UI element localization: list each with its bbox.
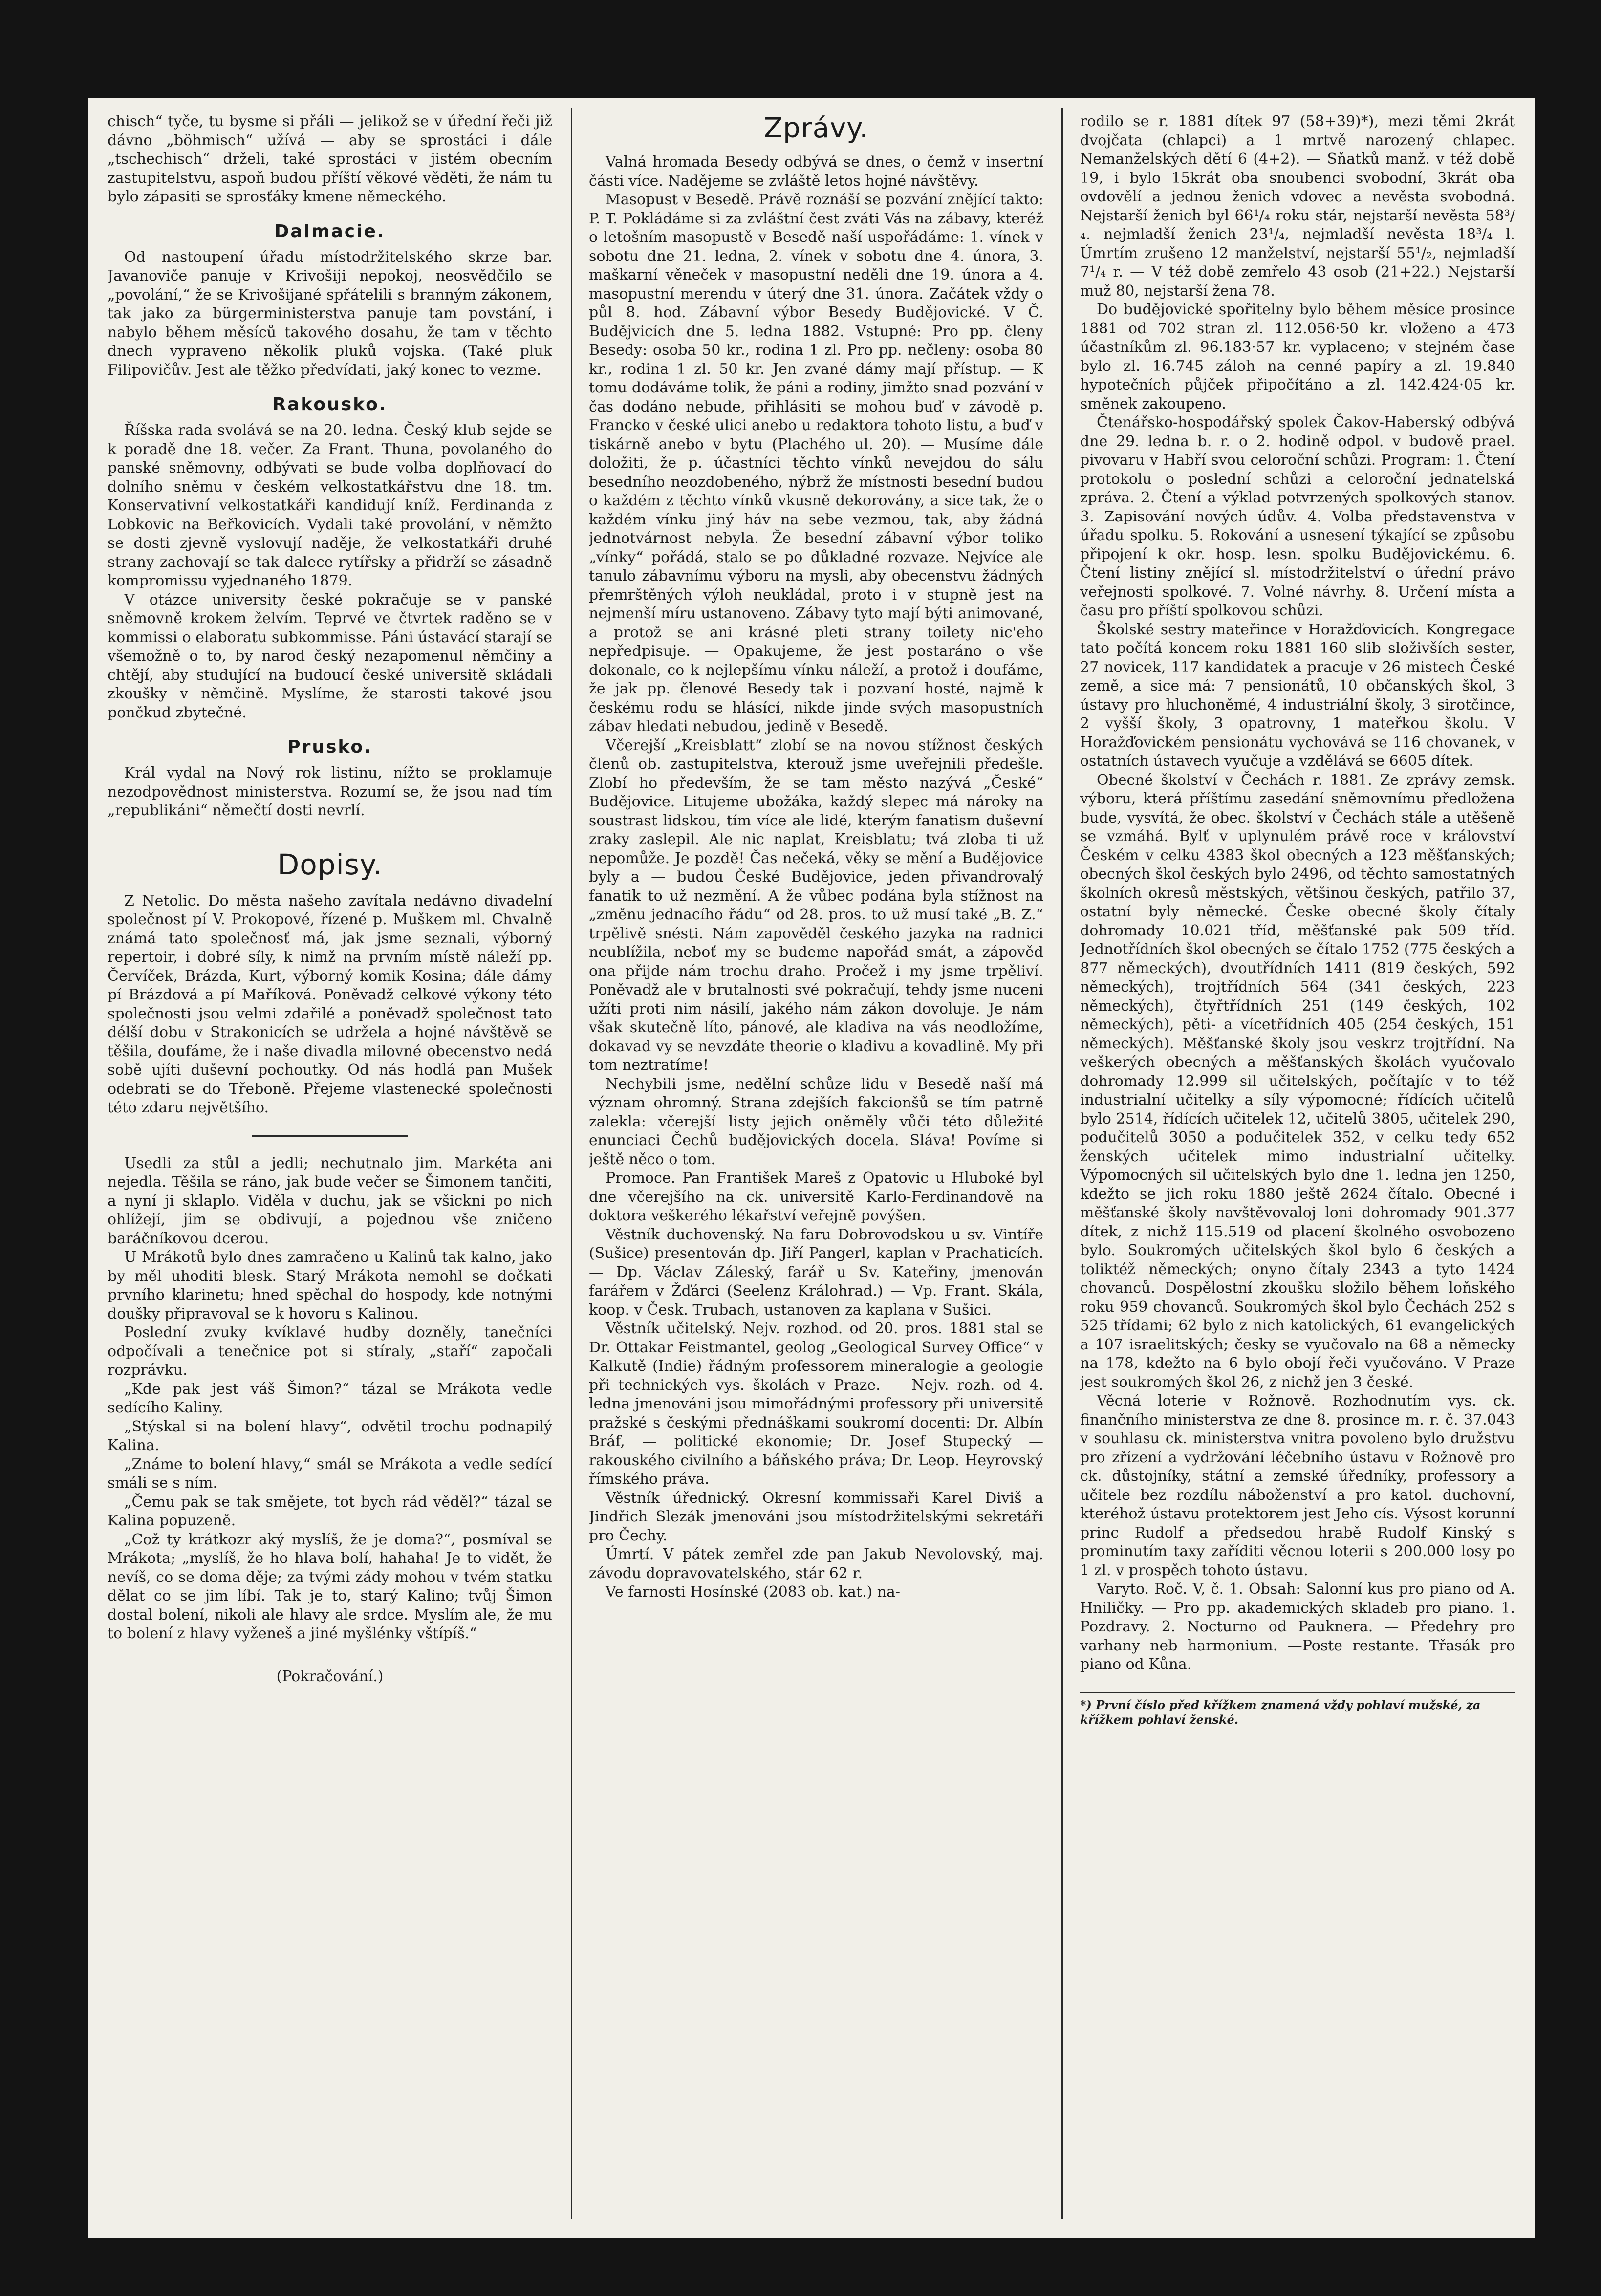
article-paragraph: chisch“ tyče, tu bysme si přáli — jelikož se v úřední řeči již dávno „böhmisch“ užívá — aby se sprostáci i dále „tschechisch“ drželi, také sprostáci v jistém obecním zastupitelstvu, aspoň budou příští věkové věděti, že nám tu bylo zápasiti se sprosťáky kmene německého. xyxy=(108,113,552,205)
news-item: Věstník učitelský. Nejv. rozhod. od 20. pros. 1881 stal se Dr. Ottakar Feistmantel, geolog „Geological Survey Office“ v Kalkutě (Indie) řádným professorem mineralogie a geologie při technických vys. školách v Praze. — Nejv. rozh. od 4. ledna jmenováni jsou mimořádnými professory při universitě pražské s českými přednáškami soukromí docenti: Dr. Albín Bráf, — politické ekonomie; Dr. Josef Stupecký — rakouského civilního a báňského práva; Dr. Leop. Heyrovský římského práva. xyxy=(589,1320,1043,1488)
news-item: Věstník duchovenský. Na faru Dobrovodskou u sv. Vintíře (Sušice) presentován dp. Jiří Pangerl, kaplan v Prachaticích. — Dp. Václav Záleský, farář u Sv. Kateřiny, jmenován farářem v Žďárci (Seelenz Králohrad.) — Vp. Frant. Skála, koop. v Česk. Trubach, ustanoven za kaplana v Sušici. xyxy=(589,1226,1043,1319)
section-title: Dopisy. xyxy=(277,847,383,881)
column-rule xyxy=(1061,108,1063,2219)
news-item: Ve farnosti Hosínské (2083 ob. kat.) na- xyxy=(606,1583,901,1601)
feuilleton-paragraph: „Což ty krátkozr aký myslíš, že je doma?“, posmíval se Mrákota; „myslíš, že ho hlava bolí, hahaha! Je to vidět, že nevíš, co se doma děje; za tvými zády mohou v tvém statku dělat co se jim líbí. Tak je to, starý Kalino; tvůj Šimon dostal bolení, nikoli ale hlavy ale srdce. Myslím ale, že mu to bolení z hlavy vyženeš a jiné myšlénky vštípíš.“ xyxy=(108,1531,552,1642)
news-item: Masopust v Besedě. Právě roznáší se pozvání znějící takto: P. T. Pokládáme si za zvláštní čest zváti Vás na zábavy, kteréž o letošním masopustě v Besedě naší uspořádáme: 1. vínek v sobotu dne 21. ledna, 2. vínek v sobotu dne 4. února, 3. maškarní věneček v masopustní neděli dne 19. února a 4. masopustní merendu v úterý dne 31. února. Začátek vždy o půl 8. hod. Zábavní výbor Besedy Budějovické. V Č. Budějvicích dne 5. ledna 1882. Vstupné: Pro pp. členy Besedy: osoba 50 kr., rodina 1 zl. Pro pp. nečleny: osoba 80 kr., rodina 1 zl. 50 kr. Jen zvané dámy mají přístup. — K tomu dodáváme tolik, že páni a rodiny, jimžto snad pozvání v čas dodáno nebude, přihlásiti se mohou buď v závodě p. Francko v české ulici anebo u redaktora tohoto listu, a buď v tiskárně anebo v bytu (Plachého ul. 20). — Musíme dále doložiti, že p. účastníci těchto vínků nevejdou do sálu besedního neozdobeného, nýbrž že místnosti besední budou o každém z těchto vínků vkusně dekorovány, a sice tak, že o každém vínku jiný háv na sebe vezmou, tak, aby žádná jednotvárnost nebyla. Že besední zábavní výbor toliko „vínky“ pořádá, stalo se po důkladné rozvaze. Nejvíce ale tanulo zábavnímu výboru na mysli, aby obecenstvu žádných přemrštěných výloh neukládal, proto i v stupně jest na nejmenší míru ustanoveno. Zábavy tyto mají býti animované, a protož se ani krásné pleti strany toilety nic'eho nepředpisuje. — Opakujeme, že jest postaráno o vše dokonale, co k nejlepšímu vínku náleží, a protož i doufáme, že jak pp. členové Besedy tak i pozvaní hosté, najmě k českému rodu se hlásící, nikde jinde svých masopustních zábav hledati nebudou, jedině v Besedě. xyxy=(589,191,1043,735)
feuilleton-paragraph: U Mrákotů bylo dnes zamračeno u Kalinů tak kalno, jako by měl uhoditi blesk. Starý Mrákota nemohl se dočkati prvního klarinetu; hned spěchal do hospody, kde notnými doušky připravoval se k hovoru s Kalinou. xyxy=(108,1249,552,1322)
section-heading: Dalmacie. xyxy=(274,221,386,241)
feuilleton-paragraph: „Kde pak jest váš Šimon?“ tázal se Mrákota vedle sedícího Kaliny. xyxy=(108,1380,552,1416)
news-item: Nechybili jsme, nedělní schůze lidu v Besedě naší má význam ohromný. Strana zdejších fakcionšů se tím patrně zalekla: včerejší listy jejich oněměly vůči této důležité enunciaci Čechů budějovických docela. Sláva! Povíme si ještě něco o tom. xyxy=(589,1075,1043,1168)
column-left xyxy=(108,112,552,2219)
column-right xyxy=(1080,112,1515,2219)
column-middle xyxy=(589,112,1043,2219)
article-paragraph: Král vydal na Nový rok listinu, nížto se proklamuje nezodpovědnost ministerstva. Rozumí se, že jsou nad tím „republikáni“ němečtí dosti nevrlí. xyxy=(108,764,552,819)
news-item: Včerejší „Kreisblatt“ zlobí se na novou stížnost českých členů ob. zastupitelstva, kterouž jsme uveřejnili předešle. Zlobí ho především, že se tam město nazývá „České“ Budějovice. Litujeme ubožáka, každý slepec má nároky na soustrast lidskou, tím více ale lidé, kterým fanatism duševní zraky zaslepil. Ale nic naplat, Kreisblatu; tvá zloba ti už nepomůže. Je pozdě! Čas nečeká, věky se mění a Budějovice byly a — budou České Budějovice, jeden přivandrovalý fanatik to už nezmění. A že vůbec podána byla stížnost na „změnu jednacího řádu“ od 28. pros. to už musí také „B. Z.“ trpělivě snésti. Nám zapověděl českého jazyka na radnici neublížila, neboť my se budeme napořád smát, a zápověď ona přijde nám trochu draho. Pročež i my jsme trpěliví. Poněvadž ale v brutalnosti své pokračují, tehdy jsme nuceni užíti proti nim násilí, jakého nám zákon dovoluje. Je nám však skutečně líto, pánové, ale kladiva na vás neodložíme, dokavad vy se nevzdáte theorie o kladivu a kovadlině. My při tom neztratíme! xyxy=(589,736,1043,1074)
feuilleton-paragraph: „Známe to bolení hlavy,“ smál se Mrákota a vedle sedící smáli se s ním. xyxy=(108,1455,552,1492)
feuilleton-paragraph: „Čemu pak se tak smějete, tot bych rád věděl?“ tázal se Kalina popuzeně. xyxy=(108,1493,552,1529)
column-rule xyxy=(571,108,572,2219)
newspaper-page xyxy=(88,98,1535,2238)
feuilleton-paragraph: Poslední zvuky kvíklavé hudby dozněly, tanečníci odpočívali a tenečnice pot si stíraly, „staří“ započali rozprávku. xyxy=(108,1324,552,1379)
footnote: *) První číslo před křížkem znamená vždy pohlaví mužské, za křížkem pohlaví ženské. xyxy=(1080,1692,1515,1727)
section-title: Zprávy. xyxy=(763,112,869,144)
news-item: Školské sestry mateřince v Horažďovicích. Kongregace tato počítá koncem roku 1881 160 slib složivších sester, 27 novicek, 117 kandidatek a pracuje v 26 mistech České země, a sice má: 7 pensionátů, 10 občanských škol, 3 ústavy pro hluchoněmé, 4 industriální školy, 3 sirotčince, 2 vyšší školy, 3 opatrovny, 1 mateřkou školu. V Horažďovickém pensionátu vychovává se 116 chovanek, v ostatních ústavech vyučuje a vzdělává se 6605 dítek. xyxy=(1080,621,1515,770)
news-item: Valná hromada Besedy odbývá se dnes, o čemž v insertní části více. Nadějeme se zvláště letos hojné návštěvy. xyxy=(589,153,1043,190)
news-item: Čtenářsko-hospodářský spolek Čakov-Haberský odbývá dne 29. ledna b. r. o 2. hodině odpol. v budově prael. pivovaru v Habří svou celoroční schůzi. Program: 1. Čtení protokolu o poslední schůzi a celoroční jednatelská zpráva. 2. Čtení a výklad potvrzených spolkových stanov. 3. Zapisování nových údův. 4. Volba představenstva v úřadu spolku. 5. Rokování a usnesení týkající se způsobu připojení k okr. hosp. lesn. spolku Budějovickému. 6. Čtení listiny znějící sl. místodržitelství o úřední právo veřejnosti spolkové. 7. Volné návrhy. 8. Určení místa a času pro příští spolkovou schůzi. xyxy=(1080,414,1515,619)
feuilleton-paragraph: „Stýskal si na bolení hlavy“, odvětil trochu podnapilý Kalina. xyxy=(108,1418,552,1454)
news-item: Promoce. Pan František Mareš z Opatovic u Hluboké byl dne včerejšího na ck. universitě Karlo-Ferdinandově na doktora veškerého lékařství veřejně povýšen. xyxy=(589,1170,1043,1224)
section-heading: Rakousko. xyxy=(272,394,388,414)
news-item: Věstník úřednický. Okresní kommissaři Karel Diviš a Jindřich Slezák jmenováni jsou místodržitelskými sekretáři pro Čechy. xyxy=(589,1489,1043,1544)
article-paragraph: Říšska rada svolává se na 20. ledna. Český klub sejde se k poradě dne 18. večer. Za Frant. Thuna, povolaného do panské sněmovny, odbývati se bude volba doplňovací do dolního sněmu v českém velkostatkářstvu dne 18. tm. Konservativní velkostatkáři kandidují kníž. Ferdinanda z Lobkovic na Beřkovicích. Vydali také provolání, v němžto se dosti zjevně vyslovují naděje, že velkostatkáři druhé strany zachovají se tak dalece rytířsky a přidrží se zásadně kompromissu vyjednaného 1879. xyxy=(108,422,552,589)
news-item: Do budějovické spořitelny bylo během měsíce prosince 1881 od 702 stran zl. 112.056·50 kr. vloženo a 473 účastníkům zl. 96.183·57 kr. vyplaceno; v stejném čase bylo zl. 16.745 záloh na cenné papíry a zl. 19.840 hypotečních půjček připočítáno a zl. 142.424·05 kr. směnek zakoupeno. xyxy=(1080,301,1515,412)
article-paragraph: Od nastoupení úřadu místodržitelského skrze bar. Javanoviče panuje v Krivošiji nepokoj, neosvědčilo se „povolání,“ že se Krivošijané spřátelili s branným zákonem, tak jako za bürgerministerstva panuje tam povstání, i nabylo během měsíců takového dosahu, že tam v těchto dnech vypraveno několik pluků vojska. (Také pluk Filipovičův. Jest ale těžko předvídati, jaký konec to vezme. xyxy=(108,248,552,379)
article-paragraph: V otázce university české pokračuje se v panské sněmovně krokem želvím. Teprvé ve čtvrtek raděno se v kommissi o elaboratu subkommisse. Páni ústavácí starají se všemožně o to, by narod český nezapomenul němčiny a chtějí, aby studující na budoucí české universitě skládali zkoušky v němčině. Myslíme, že starosti takové jsou pončkud zbytečné. xyxy=(108,591,552,721)
article-paragraph: Z Netolic. Do města našeho zavítala nedávno divadelní společnost pí V. Prokopové, řízené p. Muškem ml. Chvalně známá tato společnosť má, jak jsme seznali, výborný repertoir, i dobré síly, k nimž na prvním místě náleží pp. Červíček, Brázda, Kurt, výborný komik Kosina; dále dámy pí Brázdová a pí Maříková. Poněvadž celkové výkony této společnosti jsou velmi zdařilé a poněvadž společnost tato délší dobu v Strakonicích se udržela a hojné návštěvě se těšila, doufáme, že i naše divadla milovné obecenstvo nedá sobě ujíti duševní pochoutky. Od nás hodlá pan Mušek odebrati se do Třeboně. Přejeme vlastenecké společnosti této zdaru největšího. xyxy=(108,892,552,1116)
feuilleton-paragraph: Usedli za stůl a jedli; nechutnalo jim. Markéta ani nejedla. Těšila se ráno, jak bude večer se Šimonem tančiti, a nyní ji sklaplo. Viděla v duchu, jak se všickni po nich ohlížejí, jim se obdivují, a pojednou vše zničeno baráčníkovou dcerou. xyxy=(108,1154,552,1247)
news-item: Varyto. Roč. V, č. 1. Obsah: Salonní kus pro piano od A. Hniličky. — Pro pp. akademických skladeb pro piano. 1. Pozdravy. 2. Nocturno od Pauknera. — Předehry pro varhany neb harmonium. —Poste restante. Třasák pro piano od Kůna. xyxy=(1080,1581,1515,1673)
continuation-note: (Pokračování.) xyxy=(276,1668,384,1685)
news-item: Obecné školství v Čechách r. 1881. Ze zprávy zemsk. výboru, která příštímu zasedání sněmovnímu předložena bude, vysvítá, že obec. školství v Čechách stále a utěšeně se vzmáhá. Bylť v uplynulém právě roce v království Českém v celku 4383 škol obecných a 123 měšťanských; obecných škol českých bylo 2496, od těchto samostatných školních okresů městských, většinou českých, patřilo 37, ostatní byly německé. Česke obecné školy čítaly dohromady 10.021 tříd, měšťanské pak 509 tříd. Jednotřídních škol obecných se čítalo 1752 (775 českých a 877 německých), dvoutřídních 1411 (819 českých, 592 německých), trojtřídních 564 (341 českých, 223 německých), čtyřtřídních 251 (149 českých, 102 německých), pěti- a vícetřídních 405 (254 českých, 151 německých). Měšťanské školy jsou veskrz trojtřídní. Na veškerých obecných a měšťanských školách vyučovalo dohromady 12.999 sil učitelských, počítajíc v to též industrialní učitelky a síly výpomocné; řídících učitelů bylo 2514, řídících učitelek 12, učitelů 3805, učitelek 290, podučitelů 3050 a podučitelek 352, v celku tedy 652 ženských učitelek mimo industrialní učitelky. Výpomocných sil učitelských bylo dne 1. ledna jen 1250, kdežto se jich roku 1880 ještě 2624 čítalo. Obecné i měšťanské školy navštěvovaloj loni dohromady 901.377 dítek, z nichž 115.519 od placení školného osvobozeno bylo. Soukromých učitelských škol bylo 6 českých a toliktéž německých; onyno čítaly 2343 a tyto 1424 chovanců. Dospělostní zkoušku složilo během loňského roku 959 chovanců. Soukromých škol bylo Čechách 252 s 525 třídami; 62 bylo z nich katolických, 61 evangelických a 107 israelitských; česky se vyučovalo na 68 a německy na 178, kdežto na 6 bylo obojí řeči vyučováno. V Praze jest soukromých škol 26, z nichž jen 3 české. xyxy=(1080,771,1515,1391)
divider xyxy=(252,1135,408,1137)
section-heading: Prusko. xyxy=(287,737,372,757)
news-item: Věcná loterie v Rožnově. Rozhodnutím vys. ck. finančního ministerstva ze dne 8. prosince m. r. č. 37.043 v souhlasu ck. ministerstva vnitra povoleno bylo družstvu pro zřízení a vydržování léčebního ústavu v Rožnově pro ck. důstojníky, státní a zemské úředníky, professory a učitele bez rozdílu náboženství a pro katol. duchovní, kteréhož ústavu protektorem jest Jeho cís. Výsost korunní princ Rudolf a předsedou hrabě Rudolf Kinský s prominutím taxy zaříditi věcnou loterii s 200.000 losy po 1 zl. v prospěch tohoto ústavu. xyxy=(1080,1392,1515,1579)
news-item: rodilo se r. 1881 dítek 97 (58+39)*), mezi těmi 2krát dvojčata (chlapci) a 1 mrtvě narozený chlapec. Nemanželských dětí 6 (4+2). — Sňatků manž. v též době 19, i bylo 15krát oba snoubenci svobodní, 3krát oba ovdovělí a jednou ženich vdovec a nevěsta svobodná. Nejstarší ženich byl 66¹/₄ roku stár, nejstarší nevěsta 58³/₄. nejmladší ženich 23¹/₄, nejmladší nevěsta 18³/₄ l. Úmrtím zrušeno 12 manželství, nejstarší 55¹/₂, nejmladší 7¹/₄ r. — V též době zemřelo 43 osob (21+22.) Nejstarší muž 80, nejstarší žena 78. xyxy=(1080,113,1515,300)
news-item: Úmrtí. V pátek zemřel zde pan Jakub Nevolovský, maj. závodu dopravovatelského, stár 62 r. xyxy=(589,1546,1043,1582)
